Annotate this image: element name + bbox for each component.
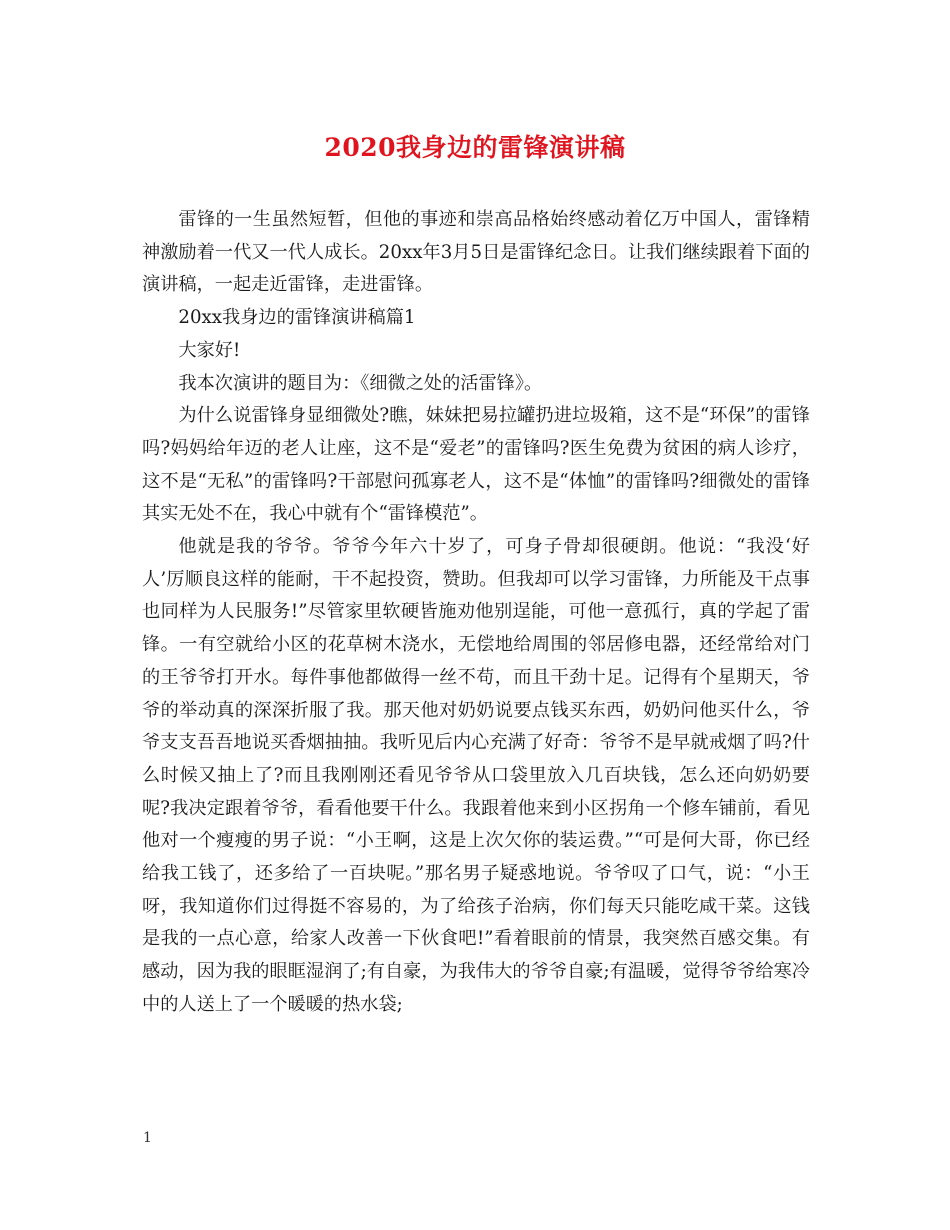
greeting-paragraph: 大家好! (178, 339, 241, 361)
topic-paragraph: 我本次演讲的题目为：《细微之处的活雷锋》。 (178, 372, 543, 394)
page-number: 1 (143, 1130, 152, 1146)
section-heading: 20xx我身边的雷锋演讲稿篇1 (178, 307, 416, 329)
story-paragraph: 他就是我的爷爷。爷爷今年六十岁了，可身子骨却很硬朗。他说：“我没‘好人’厉顺良这样的能耐，干不起投资，赞助。但我却可以学习雷锋，力所能及干点事也同样为人民服务!”尽管家里软硬皆施劝他别逞能，可他一意孤行，真的学起了雷锋。一有空就给小区的花草树木浇水，无偿地给周围的邻居修电器，还经常给对门的王爷爷打开水。每件事他都做得一丝不苟，而且干劲十足。记得有个星期天，爷爷的举动真的深深折服了我。那天他对奶奶说要点钱买东西，奶奶问他买什么，爷爷支支吾吾地说买香烟抽抽。我听见后内心充满了好奇：爷爷不是早就戒烟了吗?什么时候又抽上了?而且我刚刚还看见爷爷从口袋里放入几百块钱，怎么还向奶奶要呢?我决定跟着爷爷，看看他要干什么。我跟着他来到小区拐角一个修车铺前，看见他对一个瘦瘦的男子说：“小王啊，这是上次欠你的装运费。”“可是何大哥，你已经给我工钱了，还多给了一百块呢。”那名男子疑惑地说。爷爷叹了口气，说：“小王呀，我知道你们过得挺不容易的，为了给孩子治病，你们每天只能吃咸干菜。这钱是我的一点心意，给家人改善一下伙食吧!”看着眼前的情景，我突然百感交集。有感动，因为我的眼眶湿润了;有自豪，为我伟大的爷爷自豪;有温暖，觉得爷爷给寒冷中的人送上了一个暖暖的热水袋; (142, 536, 810, 1015)
document-body (142, 204, 810, 1022)
body-paragraph: 为什么说雷锋身显细微处?瞧，妹妹把易拉罐扔进垃圾箱，这不是“环保”的雷锋吗?妈妈给年迈的老人让座，这不是“爱老”的雷锋吗?医生免费为贫困的病人诊疗，这不是“无私”的雷锋吗?干部慰问孤寡老人，这不是“体恤”的雷锋吗?细微处的雷锋其实无处不在，我心中就有个“雷锋模范”。 (142, 405, 810, 525)
document-title: 2020我身边的雷锋演讲稿 (324, 133, 626, 162)
intro-paragraph: 雷锋的一生虽然短暂，但他的事迹和崇高品格始终感动着亿万中国人，雷锋精神激励着一代又一代人成长。20xx年3月5日是雷锋纪念日。让我们继续跟着下面的演讲稿，一起走近雷锋，走进雷锋。 (142, 209, 810, 296)
